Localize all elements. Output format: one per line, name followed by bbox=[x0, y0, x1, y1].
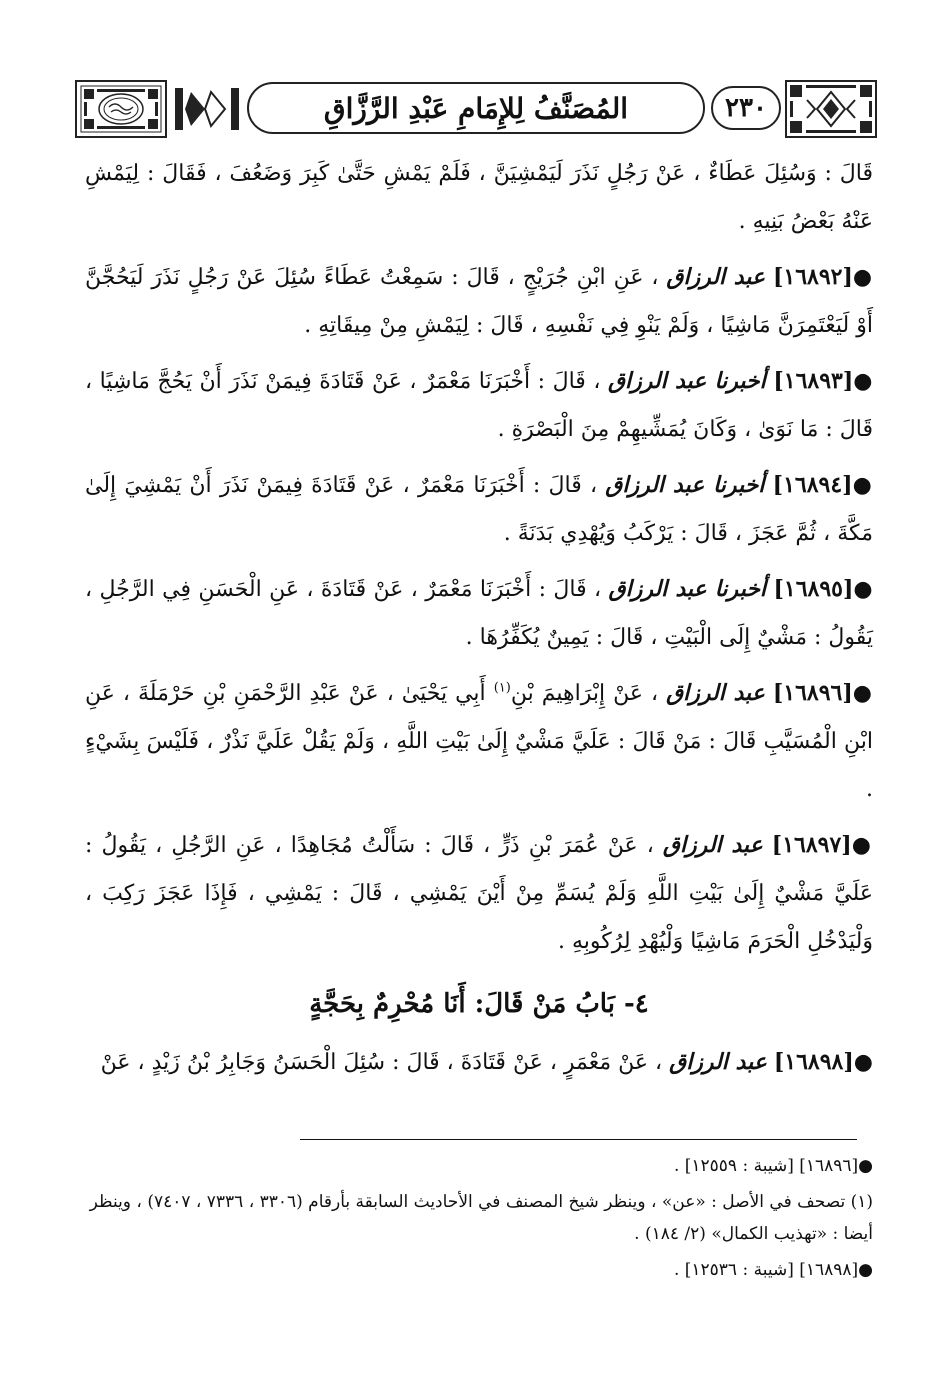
paragraph-text: قَالَ : وَسُئِلَ عَطَاءٌ ، عَنْ رَجُلٍ نَذَرَ لَيَمْشِيَنَّ ، فَلَمْ يَمْشِ حَتَّىٰ كَبِرَ وَضَعُفَ ، فَقَالَ : لِيَمْشِ عَنْهُ بَعْضُ بَنِيهِ . bbox=[85, 161, 873, 234]
narrator-name: عبد الرزاق bbox=[666, 680, 765, 706]
hadith-16898 bbox=[85, 1038, 873, 1087]
narrator-name: أخبرنا عبد الرزاق bbox=[607, 368, 766, 394]
bullet-icon: ● bbox=[852, 264, 874, 290]
header-title: المُصَنَّفُ لِلإِمَامِ عَبْدِ الرَّزَّاقِ bbox=[323, 91, 629, 125]
bullet-icon: ● bbox=[851, 832, 873, 858]
right-ornament-icon bbox=[785, 80, 877, 138]
footnote-1: (١) تصحف في الأصل : «عن» ، وينظر شيخ المصنف في الأحاديث السابقة بأرقام (٣٣٠٦ ، ٧٣٣٦ ، ٧٤٠٧) ، وينظر أيضا : «تهذيب الكمال» (٢/ ١٨٤) . bbox=[89, 1192, 873, 1244]
narrator-name: أخبرنا عبد الرزاق bbox=[605, 472, 765, 498]
page-number-frame bbox=[711, 86, 781, 130]
bullet-icon: ● bbox=[852, 680, 873, 706]
hadith-number: [١٦٨٩٥] bbox=[773, 576, 854, 602]
left-inner-ornament-icon bbox=[171, 80, 243, 138]
footnote-separator bbox=[300, 1139, 857, 1140]
main-text bbox=[85, 150, 873, 1094]
hadith-number: [١٦٨٩٣] bbox=[773, 368, 854, 394]
hadith-16896 bbox=[85, 669, 873, 814]
hadith-text: ، عَنْ عُمَرَ بْنِ ذَرٍّ ، قَالَ : سَأَلْتُ مُجَاهِدًا ، عَنِ الرَّجُلِ ، يَقُولُ : عَلَيَّ مَشْيٌ إِلَىٰ بَيْتِ اللَّهِ وَلَمْ يُسَمِّ مِنْ أَيْنَ يَمْشِي ، قَالَ : يَمْشِي ، فَإِذَا عَجَزَ رَكِبَ ، وَلْيَدْخُلِ الْحَرَمَ مَاشِيًا وَلْيُهْدِ لِرُكُوبِهِ . bbox=[85, 833, 873, 954]
narrator-name: أخبرنا عبد الرزاق bbox=[608, 576, 767, 602]
chapter-heading: ٤- بَابُ مَنْ قَالَ: أَنَا مُحْرِمٌ بِحَجَّةٍ bbox=[309, 989, 649, 1019]
hadith-text: ، عَنِ ابْنِ جُرَيْجٍ ، قَالَ : سَمِعْتُ عَطَاءً سُئِلَ عَنْ رَجُلٍ نَذَرَ لَيَحُجَّنَّ أَوْ لَيَعْتَمِرَنَّ مَاشِيًا ، وَلَمْ يَنْوِ فِي نَفْسِهِ ، قَالَ : لِيَمْشِ مِنْ مِيقَاتِهِ . bbox=[85, 265, 873, 338]
narrator-name: عبد الرزاق bbox=[666, 264, 766, 290]
hadith-number: [١٦٨٩٧] bbox=[771, 832, 852, 858]
page-number: ٢٣٠ bbox=[725, 93, 767, 123]
bullet-icon: ● bbox=[853, 1049, 873, 1075]
hadith-16894 bbox=[85, 461, 873, 558]
footnotes bbox=[85, 1150, 873, 1290]
header-title-frame bbox=[247, 82, 705, 134]
hadith-16893 bbox=[85, 357, 873, 454]
paragraph-continuation bbox=[85, 150, 873, 246]
footnote-source-16896: ●[١٦٨٩٦] [شيبة : ١٢٥٥٩] . bbox=[673, 1156, 873, 1176]
hadith-text: ، عَنْ إِبْرَاهِيمَ بْنِ bbox=[510, 681, 659, 706]
footnote-source-16898: ●[١٦٨٩٨] [شيبة : ١٢٥٣٦] . bbox=[673, 1260, 873, 1280]
narrator-name: عبد الرزاق bbox=[662, 832, 763, 858]
hadith-text-continued: أَبِي يَحْيَىٰ ، عَنْ عَبْدِ الرَّحْمَنِ بْنِ حَرْمَلَةَ ، عَنِ ابْنِ الْمُسَيَّبِ قَالَ : مَنْ قَالَ : عَلَيَّ مَشْيٌ إِلَىٰ بَيْتِ اللَّهِ ، وَلَمْ يَقُلْ عَلَيَّ نَذْرٌ ، فَلَيْسَ بِشَيْءٍ . bbox=[85, 681, 873, 802]
hadith-text: ، عَنْ مَعْمَرٍ ، عَنْ قَتَادَةَ ، قَالَ : سُئِلَ الْحَسَنُ وَجَابِرُ بْنُ زَيْدٍ ، عَنْ bbox=[100, 1050, 663, 1075]
running-header bbox=[75, 80, 877, 138]
hadith-text: ، قَالَ : أَخْبَرَنَا مَعْمَرٌ ، عَنْ قَتَادَةَ فِيمَنْ نَذَرَ أَنْ يَمْشِيَ إِلَىٰ مَكَّةَ ، ثُمَّ عَجَزَ ، قَالَ : يَرْكَبُ وَيُهْدِي بَدَنَةً . bbox=[85, 473, 873, 546]
hadith-number: [١٦٨٩٢] bbox=[772, 264, 853, 290]
hadith-16892 bbox=[85, 253, 873, 350]
bullet-icon: ● bbox=[852, 472, 873, 498]
bullet-icon: ● bbox=[853, 368, 874, 394]
bullet-icon: ● bbox=[853, 576, 873, 602]
left-ornament-icon bbox=[75, 80, 167, 138]
hadith-16897 bbox=[85, 821, 873, 966]
hadith-text: ، قَالَ : أَخْبَرَنَا مَعْمَرٌ ، عَنْ قَتَادَةَ ، عَنِ الْحَسَنِ فِي الرَّجُلِ ، يَقُولُ : مَشْيٌ إِلَى الْبَيْتِ ، قَالَ : يَمِينٌ يُكَفِّرُهَا . bbox=[85, 577, 873, 650]
hadith-number: [١٦٨٩٤] bbox=[772, 472, 853, 498]
hadith-number: [١٦٨٩٨] bbox=[773, 1049, 854, 1075]
hadith-text: ، قَالَ : أَخْبَرَنَا مَعْمَرٌ ، عَنْ قَتَادَةَ فِيمَنْ نَذَرَ أَنْ يَحُجَّ مَاشِيًا ، قَالَ : مَا نَوَىٰ ، وَكَانَ يُمَشِّيهِمْ مِنَ الْبَصْرَةِ . bbox=[85, 369, 873, 442]
hadith-16895 bbox=[85, 565, 873, 662]
footnote-marker[interactable]: (١) bbox=[493, 680, 511, 696]
narrator-name: عبد الرزاق bbox=[669, 1049, 767, 1075]
hadith-number: [١٦٨٩٦] bbox=[772, 680, 853, 706]
